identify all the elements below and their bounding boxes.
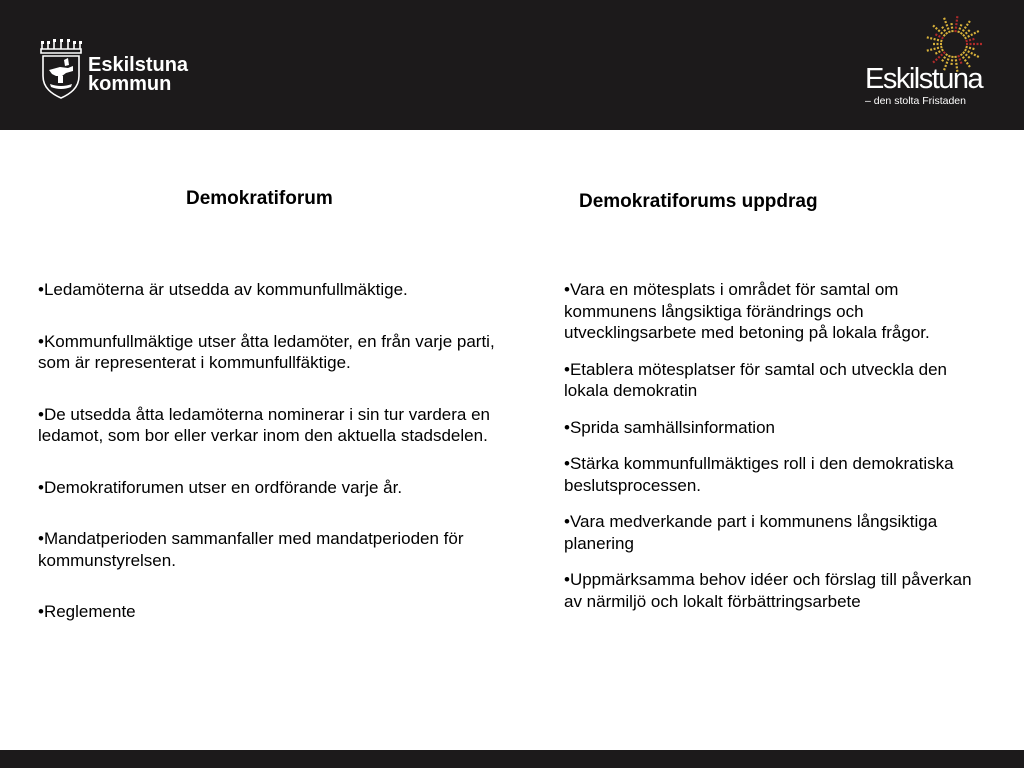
right-bullet-item: •Stärka kommunfullmäktiges roll i den demokratiska beslutsprocessen. — [564, 454, 954, 495]
left-logo-line1: Eskilstuna — [88, 54, 189, 76]
left-logo-line2: kommun — [88, 73, 172, 95]
star-ray — [927, 37, 943, 41]
star-ray — [935, 34, 944, 39]
star-ray — [927, 47, 943, 51]
left-bullet-item: •Ledamöterna är utsedda av kommunfullmäktige. — [38, 280, 408, 299]
star-ray — [966, 39, 976, 41]
left-bullet-item: •Reglemente — [38, 602, 136, 621]
left-bullet-item: •Demokratiforumen utser en ordförande varje år. — [38, 477, 403, 497]
footer-bar — [0, 750, 1024, 768]
star-ray — [958, 23, 962, 32]
star-ray — [951, 22, 952, 32]
left-bullet-list — [38, 279, 498, 653]
right-logo-tagline: – den stolta Fristaden — [865, 95, 966, 107]
right-bullet-item: •Vara en mötesplats i området för samtal om kommunens långsiktiga förändrings och utvecklingsarbete med betoning på lokala frågor. — [564, 280, 930, 342]
left-column-title: Demokratiforum — [186, 188, 333, 209]
left-bullet-item: •De utsedda åtta ledamöterna nominerar i sin tur vardera en ledamot, som bor eller verkar inom den aktuella stadsdelen. — [38, 404, 490, 445]
left-logo-text — [88, 56, 188, 94]
right-bullet-item: •Sprida samhällsinformation — [564, 417, 775, 437]
right-logo-name: Eskilstuna — [865, 63, 983, 95]
right-bullet-item: •Etablera mötesplatser för samtal och utveckla den lokala demokratin — [564, 359, 947, 400]
right-bullet-item: •Vara medverkande part i kommunens långsiktiga planering — [564, 512, 938, 553]
eskilstuna-kommun-logo — [38, 38, 188, 100]
star-ray — [961, 21, 970, 34]
star-ray — [935, 50, 944, 55]
left-bullet-item: •Kommunfullmäktige utser åtta ledamöter, en från varje parti, som är representerat i kommunfullfäktige. — [38, 331, 495, 372]
star-ray — [955, 16, 957, 32]
star-ray — [966, 47, 976, 49]
right-bullet-list — [564, 279, 984, 627]
right-bullet-item: •Uppmärksamma behov idéer och förslag till påverkan av närmiljö och lokalt förbättringsarbete — [564, 570, 972, 611]
header-bar — [0, 0, 1024, 130]
eskilstuna-stolta-fristaden-logo — [862, 14, 992, 114]
coat-of-arms-icon — [38, 38, 84, 100]
left-bullet-item: •Mandatperioden sammanfaller med mandatperioden för kommunstyrelsen. — [38, 529, 464, 570]
right-column-title: Demokratiforums uppdrag — [579, 191, 818, 212]
